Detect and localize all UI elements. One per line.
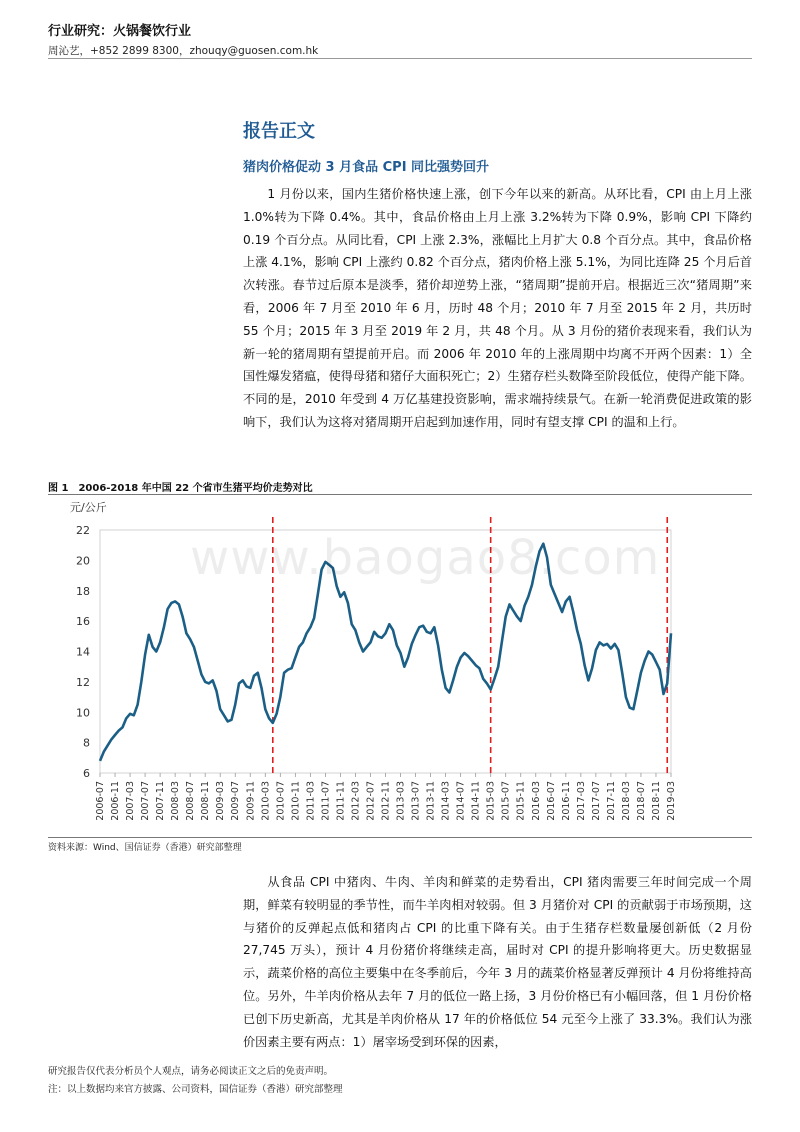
subhead: 猪肉价格促动 3 月食品 CPI 同比强势回升: [243, 160, 490, 175]
y-tick-label: 10: [76, 706, 90, 720]
x-tick-label: 2011-03: [305, 781, 317, 821]
x-tick-label: 2018-03: [620, 781, 632, 821]
y-tick-label: 14: [76, 645, 90, 659]
x-tick-label: 2015-03: [485, 781, 497, 821]
x-tick-label: 2011-07: [320, 781, 332, 821]
x-tick-label: 2015-07: [500, 781, 512, 821]
figure-caption: 图 1 2006-2018 年中国 22 个省市生猪平均价走势对比: [48, 483, 313, 494]
x-tick-label: 2008-11: [200, 781, 212, 821]
x-tick-label: 2009-07: [230, 781, 242, 821]
x-tick-label: 2019-03: [666, 781, 677, 821]
x-tick-label: 2013-07: [410, 781, 422, 821]
x-tick-label: 2007-11: [155, 781, 167, 821]
x-tick-label: 2008-07: [185, 781, 197, 821]
x-tick-label: 2009-11: [245, 781, 257, 821]
x-tick-label: 2012-07: [365, 781, 377, 821]
page-footer: [48, 1063, 343, 1099]
x-tick-label: 2018-07: [635, 781, 647, 821]
x-tick-label: 2012-03: [350, 781, 362, 821]
x-tick-label: 2017-07: [590, 781, 602, 821]
x-tick-label: 2013-11: [425, 781, 437, 821]
y-tick-label: 20: [76, 554, 90, 568]
x-tick-label: 2016-07: [545, 781, 557, 821]
body-paragraph-1: 1 月份以来，国内生猪价格快速上涨，创下今年以来的新高。从环比看，CPI 由上月上涨 1.0%转为下降 0.4%。其中，食品价格由上月上涨 3.2%转为下降 0.9%，影响 CPI 下降约 0.19 个百分点。从同比看，CPI 上涨 2.3%，涨幅比上月扩大 0.8 个百分点。其中，食品价格上涨 4.1%，影响 CPI 上涨约 0.82 个百分点，猪肉价格上涨 5.1%，为同比连降 25 个月后首次转涨。春节过后原本是淡季，猪价却逆势上涨，“猪周期”提前开启。根据近三次“猪周期”来看，2006 年 7 月至 2010 年 6 月，历时 48 个月；2010 年 7 月至 2015 年 2 月，共历时 55 个月；2015 年 3 月至 2019 年 2 月，共 48 个月。从 3 月份的猪价表现来看，我们认为新一轮的猪周期有望提前开启。而 2006 年 2010 年的上涨周期中均离不开两个因素：1）全国性爆发猪瘟，使得母猪和猪仔大面积死亡；2）生猪存栏头数降至阶段低位，使得产能下降。不同的是，2010 年受到 4 万亿基建投资影响，需求端持续景气。在新一轮消费促进政策的影响下，我们认为这将对猪周期开启起到加速作用，同时有望支撑 CPI 的温和上行。: [243, 187, 752, 429]
x-tick-label: 2014-11: [470, 781, 482, 821]
figure-source: 资料来源：Wind、国信证券（香港）研究部整理: [48, 843, 242, 853]
x-tick-label: 2010-11: [290, 781, 302, 821]
header-divider: [48, 58, 752, 59]
x-tick-label: 2012-11: [380, 781, 392, 821]
y-tick-label: 22: [76, 524, 90, 537]
x-tick-label: 2018-11: [650, 781, 662, 821]
y-tick-label: 12: [76, 675, 90, 689]
x-tick-label: 2007-03: [125, 781, 137, 821]
y-axis-label: 元/公斤: [70, 501, 107, 514]
analyst-contact: 周沁艺，+852 2899 8300，zhouqy@guosen.com.hk: [48, 45, 319, 57]
y-tick-label: 16: [76, 615, 90, 629]
x-tick-label: 2016-11: [560, 781, 572, 821]
figure-bottom-rule: [48, 837, 752, 838]
x-tick-label: 2015-11: [515, 781, 527, 821]
disclaimer-note: 研究报告仅代表分析员个人观点，请务必阅读正文之后的免责声明。: [48, 1066, 334, 1077]
data-source-note: 注：以上数据均来官方披露、公司资料，国信证券（香港）研究部整理: [48, 1084, 343, 1095]
report-category: 行业研究：火锅餐饮行业: [48, 24, 192, 39]
x-tick-label: 2008-03: [170, 781, 182, 821]
x-tick-label: 2016-03: [530, 781, 542, 821]
x-tick-label: 2010-03: [260, 781, 272, 821]
x-tick-label: 2006-11: [110, 781, 122, 821]
y-tick-label: 18: [76, 584, 90, 598]
x-tick-label: 2014-03: [440, 781, 452, 821]
page-header: [48, 20, 752, 58]
y-tick-label: 6: [83, 767, 90, 780]
x-tick-label: 2017-11: [605, 781, 617, 821]
x-tick-label: 2013-03: [395, 781, 407, 821]
x-tick-label: 2006-07: [95, 781, 106, 821]
watermark: www.baogao8.com: [190, 530, 661, 586]
x-tick-label: 2014-07: [455, 781, 467, 821]
x-tick-label: 2010-07: [275, 781, 287, 821]
section-title: 报告正文: [243, 121, 315, 142]
y-tick-label: 8: [83, 736, 90, 750]
body-paragraph-2: 从食品 CPI 中猪肉、牛肉、羊肉和鲜菜的走势看出，CPI 猪肉需要三年时间完成一个周期，鲜菜有较明显的季节性，而牛羊肉相对较弱。但 3 月猪价对 CPI 的贡献弱于市场预期，这与猪价的反弹起点低和猪肉占 CPI 的比重下降有关。由于生猪存栏数量屡创新低（2 月份 27,745 万头），预计 4 月份猪价将继续走高，届时对 CPI 的提升影响将更大。历史数据显示，蔬菜价格的高位主要集中在冬季前后，今年 3 月的蔬菜价格显著反弹预计 4 月份将维持高位。另外，牛羊肉价格从去年 7 月的低位一路上扬，3 月份价格已有小幅回落，但 1 月份价格已创下历史新高，尤其是羊肉价格从 17 年的价格低位 54 元至今上涨了 33.3%。我们认为涨价因素主要有两点：1）屠宰场受到环保的因素，: [243, 875, 752, 1049]
x-tick-label: 2011-11: [335, 781, 347, 821]
x-tick-label: 2007-07: [140, 781, 152, 821]
x-tick-label: 2017-03: [575, 781, 587, 821]
x-tick-label: 2009-03: [215, 781, 227, 821]
